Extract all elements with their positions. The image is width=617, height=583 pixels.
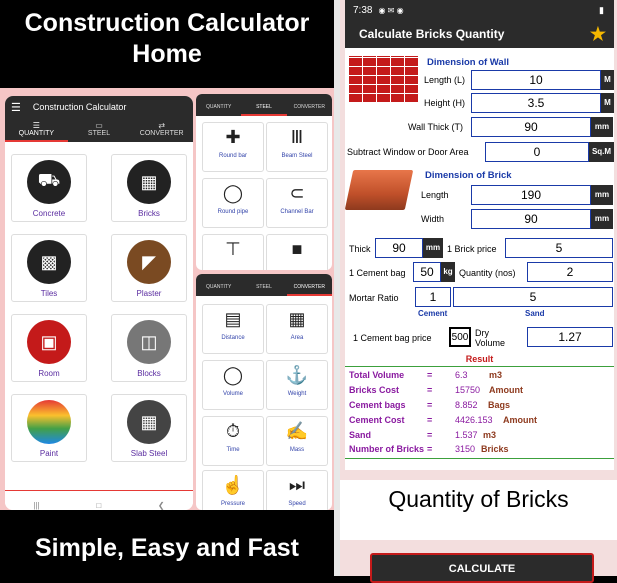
- recent-apps-icon[interactable]: |||: [33, 500, 40, 510]
- calculate-button[interactable]: CALCULATE: [370, 553, 594, 583]
- tab-steel-label: STEEL: [87, 130, 111, 137]
- card-concrete-label: Concrete: [32, 209, 66, 218]
- result-value: 8.852: [455, 400, 478, 410]
- card-blocks[interactable]: [111, 314, 187, 382]
- card-room[interactable]: [11, 314, 87, 382]
- quantity-label: Quantity (nos): [459, 268, 516, 278]
- result-unit: m3: [489, 370, 503, 380]
- wall-height-unit: M: [601, 93, 614, 113]
- steel-phone-screen: [196, 94, 332, 270]
- speed-icon: ⏭: [288, 475, 306, 495]
- card-channel-bar-label: Channel Bar: [280, 209, 314, 215]
- pressure-icon: ☝: [221, 475, 245, 495]
- result-value: 15750: [455, 385, 481, 395]
- card-paint-label: Paint: [39, 449, 59, 458]
- cement-bag-unit: kg: [441, 262, 455, 282]
- card-distance-label: Distance: [221, 335, 245, 341]
- slab-steel-icon: ▦: [127, 400, 171, 444]
- cement-sublabel: Cement: [418, 309, 448, 318]
- result-row: [349, 430, 614, 443]
- beam-steel-icon: Ⅲ: [290, 127, 304, 147]
- steel-tab-bar: [196, 94, 332, 116]
- cement-price-label: 1 Cement bag price: [353, 333, 432, 343]
- result-key: Cement bags: [349, 400, 406, 410]
- card-slab-steel-label: Slab Steel: [130, 449, 168, 458]
- round-pipe-icon: ◯: [222, 183, 244, 203]
- brick-price-input[interactable]: 5: [505, 238, 613, 258]
- main-app-title: Construction Calculator: [32, 102, 127, 112]
- wall-height-label: Height (H): [423, 98, 465, 108]
- brick-length-label: Length: [421, 190, 449, 200]
- result-key: Total Volume: [349, 370, 405, 380]
- swap-icon: ⇄: [158, 121, 166, 130]
- card-slab-steel[interactable]: [111, 394, 187, 462]
- t-bar-icon: ⊤: [225, 239, 241, 259]
- brick-thick-label: Thick: [349, 244, 371, 254]
- result-unit: Amount: [489, 385, 523, 395]
- card-time-label: Time: [226, 447, 240, 453]
- cement-price-input[interactable]: 500: [449, 327, 471, 347]
- wall-section-title: Dimension of Wall: [427, 57, 509, 68]
- single-brick-image: [345, 170, 414, 210]
- battery-icon: ▮: [599, 4, 604, 15]
- subtract-area-label: Subtract Window or Door Area: [347, 147, 469, 157]
- channel-bar-icon: ⊂: [289, 183, 305, 203]
- equals-sign: =: [427, 370, 433, 380]
- calc-app-title: Calculate Bricks Quantity: [359, 27, 505, 41]
- tiles-icon: ▩: [27, 240, 71, 284]
- brick-length-unit: mm: [591, 185, 613, 205]
- result-key: Number of Bricks: [349, 444, 425, 454]
- card-distance[interactable]: [202, 304, 264, 354]
- equals-sign: =: [427, 400, 433, 410]
- calc-app-bar: [345, 20, 614, 48]
- brick-price-label: 1 Brick price: [447, 244, 497, 254]
- equals-sign: =: [427, 385, 433, 395]
- quantity-input[interactable]: 2: [527, 262, 613, 282]
- result-row: [349, 385, 614, 398]
- tab-converter-label: CONVERTER: [139, 130, 184, 137]
- wall-thick-label: Wall Thick (T): [408, 122, 463, 132]
- sand-sublabel: Sand: [525, 309, 545, 318]
- home-icon[interactable]: □: [96, 500, 102, 510]
- converter-tab-bar: [196, 274, 332, 296]
- blocks-icon: ◫: [127, 320, 171, 364]
- result-key: Bricks Cost: [349, 385, 400, 395]
- card-tiles-label: Tiles: [40, 289, 58, 298]
- equals-sign: =: [427, 415, 433, 425]
- card-round-pipe-label: Round pipe: [217, 209, 249, 215]
- dumbbell-icon: ⚓: [285, 365, 309, 385]
- card-speed[interactable]: [266, 470, 328, 510]
- back-icon[interactable]: ❮: [157, 500, 165, 510]
- card-plate[interactable]: [266, 234, 328, 270]
- quantity-caption: Quantity of Bricks: [340, 480, 617, 540]
- stopwatch-icon: ⏱: [225, 421, 241, 441]
- room-icon: ▣: [27, 320, 71, 364]
- card-plaster[interactable]: [111, 234, 187, 302]
- card-area[interactable]: [266, 304, 328, 354]
- conv-tab-quantity[interactable]: QUANTITY: [206, 284, 232, 290]
- card-speed-label: Speed: [288, 501, 306, 507]
- wall-height-input[interactable]: 3.5: [471, 93, 601, 113]
- card-time[interactable]: [202, 416, 264, 466]
- plaster-icon: ◤: [127, 240, 171, 284]
- steel-tab-converter[interactable]: CONVERTER: [293, 104, 325, 110]
- square-icon: ▭: [95, 121, 103, 130]
- card-area-label: Area: [290, 335, 304, 341]
- main-tab-bar: [5, 118, 193, 142]
- round-bar-icon: ✚: [225, 127, 241, 147]
- card-volume[interactable]: [202, 360, 264, 410]
- subtract-area-input[interactable]: 0: [485, 142, 589, 162]
- card-pressure-label: Pressure: [220, 501, 245, 507]
- main-app-bar: [5, 96, 193, 118]
- result-title: Result: [465, 354, 494, 364]
- result-row: [349, 400, 614, 413]
- quantity-grid: [5, 142, 193, 510]
- result-bottom-divider: [345, 458, 614, 459]
- card-plaster-label: Plaster: [136, 289, 162, 298]
- hero-title: Construction Calculator Home: [24, 9, 310, 68]
- card-round-pipe[interactable]: [202, 178, 264, 228]
- brick-thick-input[interactable]: 90: [375, 238, 423, 258]
- result-key: Sand: [349, 430, 372, 440]
- star-icon[interactable]: ★: [589, 23, 606, 44]
- status-time: 7:38: [353, 4, 373, 16]
- list-icon: ☰: [32, 121, 40, 130]
- hero-tagline: Simple, Easy and Fast: [35, 534, 299, 562]
- dry-volume-value: 1.27: [527, 327, 613, 347]
- brick-section-title: Dimension of Brick: [425, 170, 512, 181]
- brick-thick-unit: mm: [423, 238, 443, 258]
- mortar-ratio-label: Mortar Ratio: [349, 293, 399, 303]
- brick-width-unit: mm: [591, 209, 613, 229]
- dry-volume-label: Dry Volume: [475, 328, 506, 348]
- mortar-cement-input[interactable]: 1: [415, 287, 451, 307]
- result-row: [349, 415, 614, 428]
- menu-icon[interactable]: ☰: [11, 101, 21, 114]
- main-phone-screen: [5, 96, 193, 510]
- card-bricks-label: Bricks: [138, 209, 160, 218]
- card-round-bar-label: Round bar: [218, 153, 248, 159]
- brick-width-label: Width: [421, 214, 445, 224]
- result-value: 6.3: [455, 370, 468, 380]
- equals-sign: =: [427, 444, 433, 454]
- cement-bag-label: 1 Cement bag: [349, 268, 406, 278]
- result-unit: Bags: [488, 400, 511, 410]
- card-tiles[interactable]: [11, 234, 87, 302]
- result-value: 4426.153: [455, 415, 493, 425]
- paint-icon: [27, 400, 71, 444]
- card-mass[interactable]: [266, 416, 328, 466]
- android-nav-bar: [5, 500, 193, 510]
- brick-width-input[interactable]: 90: [471, 209, 591, 229]
- result-unit: Amount: [503, 415, 537, 425]
- tab-quantity-label: QUANTITY: [18, 130, 55, 137]
- conv-tab-steel[interactable]: STEEL: [256, 284, 272, 290]
- dropper-icon: ✍: [285, 421, 309, 441]
- area-icon: ▦: [288, 309, 306, 329]
- card-volume-label: Volume: [222, 391, 243, 397]
- card-mass-label: Mass: [289, 447, 305, 453]
- steel-tab-steel[interactable]: STEEL: [241, 94, 286, 116]
- card-beam-steel[interactable]: [266, 122, 328, 172]
- calculator-form: [345, 48, 614, 470]
- notification-icons: ◉ ✉ ◉: [378, 5, 404, 15]
- plate-icon: ■: [291, 239, 303, 259]
- card-t-bar[interactable]: [202, 234, 264, 270]
- wall-length-input[interactable]: 10: [471, 70, 601, 90]
- result-unit: m3: [483, 430, 497, 440]
- result-unit: Bricks: [481, 444, 509, 454]
- wall-length-label: Length (L): [423, 75, 465, 85]
- brick-length-input[interactable]: 190: [471, 185, 591, 205]
- conv-tab-converter[interactable]: CONVERTER: [287, 274, 332, 296]
- mortar-sand-input[interactable]: 5: [453, 287, 613, 307]
- steel-tab-quantity[interactable]: QUANTITY: [206, 104, 232, 110]
- bricks-icon: ▦: [127, 160, 171, 204]
- card-room-label: Room: [38, 369, 60, 378]
- card-round-bar[interactable]: [202, 122, 264, 172]
- volume-icon: ◯: [222, 365, 244, 385]
- card-blocks-label: Blocks: [137, 369, 161, 378]
- tab-quantity[interactable]: [5, 118, 68, 142]
- card-beam-steel-label: Beam Steel: [281, 153, 313, 159]
- result-row: [349, 444, 614, 457]
- result-key: Cement Cost: [349, 415, 405, 425]
- equals-sign: =: [427, 430, 433, 440]
- result-divider: [345, 366, 614, 367]
- ruler-icon: ▤: [224, 309, 242, 329]
- concrete-mixer-icon: ⛟: [27, 160, 71, 204]
- card-paint[interactable]: [11, 394, 87, 462]
- result-value: 1.537: [455, 430, 478, 440]
- card-channel-bar[interactable]: [266, 178, 328, 228]
- tab-steel[interactable]: [68, 118, 131, 142]
- card-bricks[interactable]: [111, 154, 187, 222]
- card-weight-label: Weight: [287, 391, 307, 397]
- result-row: [349, 370, 614, 383]
- cement-bag-input[interactable]: 50: [413, 262, 441, 282]
- card-concrete[interactable]: [11, 154, 87, 222]
- wall-thick-unit: mm: [591, 117, 613, 137]
- card-pressure[interactable]: [202, 470, 264, 510]
- converter-phone-screen: [196, 274, 332, 510]
- wall-thick-input[interactable]: 90: [471, 117, 591, 137]
- status-bar: [345, 0, 614, 20]
- result-value: 3150: [455, 444, 476, 454]
- card-weight[interactable]: [266, 360, 328, 410]
- wall-length-unit: M: [601, 70, 614, 90]
- subtract-area-unit: Sq.M: [589, 142, 614, 162]
- tab-converter[interactable]: [130, 118, 193, 142]
